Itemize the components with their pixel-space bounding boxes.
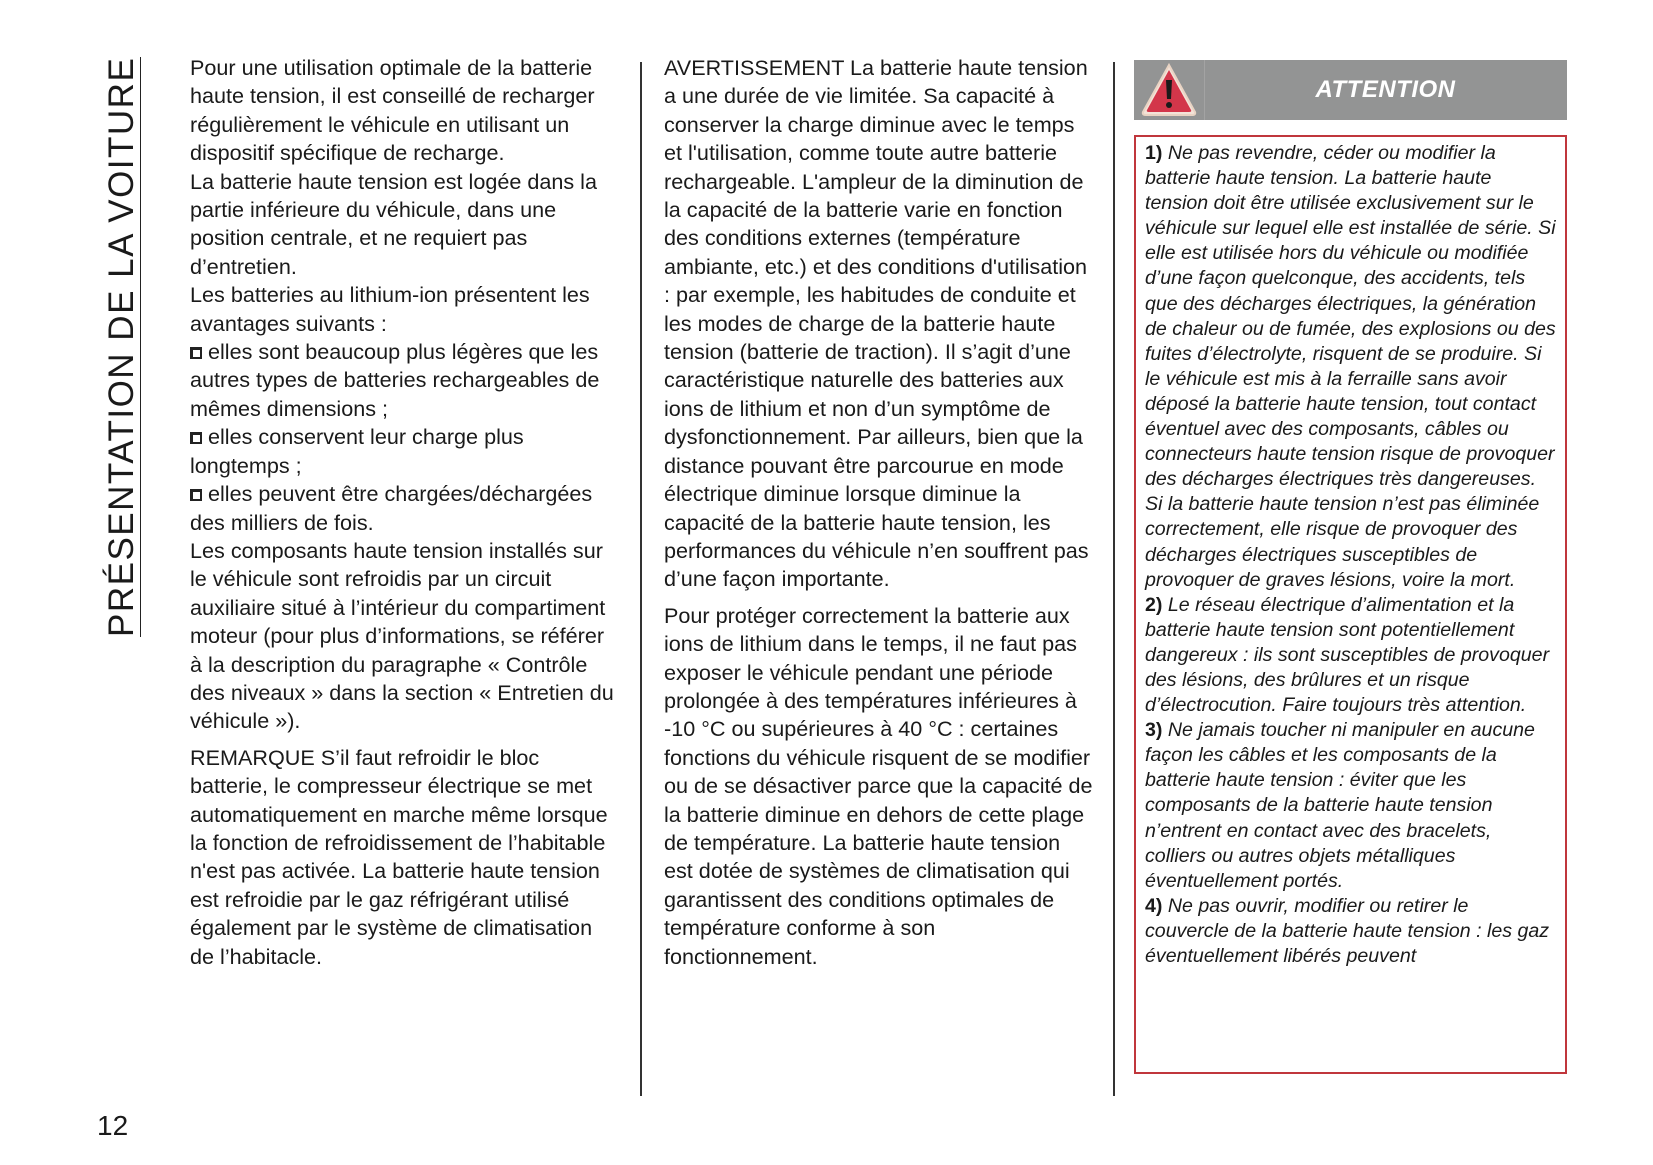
paragraph-cooling-circuit: Les composants haute tension installés sur le véhicule sont refroidis par un circuit auxiliaire situé à l’intérieur du compartiment moteur (pour plus d’informations, se référer à la description du paragraphe « Contrôle des niveaux » dans la section « Entretien du véhicule »). [190,537,614,734]
section-title-sidebar [100,57,141,637]
paragraph-battery-location: La batterie haute tension est logée dans la partie inférieure du véhicule, dans une position centrale, et ne requiert pas d’entretien. [190,168,597,279]
attention-header [1134,60,1567,120]
paragraph-warning: AVERTISSEMENT La batterie haute tension a une durée de vie limitée. Sa capacité à conserver la charge diminue avec le temps et l'utilisation, comme toute autre batterie rechargeable. L'ampleur de la diminution de la capacité de la batterie varie en fonction des conditions externes (température ambiante, etc.) et des conditions d'utilisation : par exemple, les habitudes de conduite et les modes de charge de la batterie haute tension (batterie de traction). Il s’agit d’une caractéristique naturelle des batteries aux ions de lithium et non d’un symptôme de dysfonctionnement. Par ailleurs, bien que la distance pouvant être parcourue en mode électrique diminue lorsque diminue la capacité de la batterie haute tension, les performances du véhicule n’en souffrent pas d’une façon importante. [664,55,1089,592]
list-item: elles sont beaucoup plus légères que les autres types de batteries rechargeables de mêmes dimensions ; [190,339,600,421]
square-bullet-icon [190,432,202,444]
paragraph-note: REMARQUE S’il faut refroidir le bloc batterie, le compresseur électrique se met automatiquement en marche même lorsque la fonction de refroidissement de l’habitable n'est pas activée. La batterie haute tension est refroidie par le gaz réfrigérant utilisé également par le système de climatisation de l’habitacle. [190,744,608,969]
paragraph-recharge: Pour une utilisation optimale de la batterie haute tension, il est conseillé de recharger régulièrement le véhicule en utilisant un dispositif spécifique de recharge. [190,55,595,166]
attention-item: 1) Ne pas revendre, céder ou modifier la batterie haute tension. La batterie haute tension doit être utilisée exclusivement sur le véhicule sur lequel elle est installée de série. Si elle est utilisée hors du véhicule ou modifiée d’une façon quelconque, des accidents, tels que des décharges électriques, la génération de chaleur ou de fumée, des explosions ou des fuites d’électrolyte, risquent de se produire. Si le véhicule est mis à la ferraille sans avoir déposé la batterie haute tension, tout contact éventuel avec des composants, câbles ou connecteurs haute tension risque de provoquer des décharges électriques très dangereuses. Si la batterie haute tension n’est pas éliminée correctement, elle risque de provoquer des décharges électriques susceptibles de provoquer de graves lésions, voire la mort. [1145,142,1556,591]
column-2 [664,54,1094,971]
list-item: elles peuvent être chargées/déchargées des milliers de fois. [190,481,593,535]
attention-item: 3) Ne jamais toucher ni manipuler en aucune façon les câbles et les composants de la batterie haute tension : éviter que les composants de la batterie haute tension n’entrent en contact avec des bracelets, colliers ou autres objets métalliques éventuellement portés. [1145,719,1535,892]
attention-label: ATTENTION [1315,76,1456,103]
list-item: elles conservent leur charge plus longtemps ; [190,424,524,478]
warning-triangle-icon [1140,62,1198,118]
section-title: PRÉSENTATION DE LA VOITURE [102,56,141,637]
page-number: 12 [97,1110,129,1141]
square-bullet-icon [190,489,202,501]
square-bullet-icon [190,347,202,359]
attention-item: 4) Ne pas ouvrir, modifier ou retirer le couvercle de la batterie haute tension : les gaz éventuellement libérés peuvent [1145,894,1550,967]
attention-item: 2) Le réseau électrique d’alimentation et la batterie haute tension sont potentiellement dangereux : ils sont susceptibles de provoquer des lésions, des brûlures et un risque d’électrocution. Faire toujours très attention. [1145,593,1550,717]
column-1 [190,54,620,971]
column-divider [1113,62,1115,1096]
column-divider [640,62,642,1096]
paragraph-protection: Pour protéger correctement la batterie aux ions de lithium dans le temps, il ne faut pas exposer le véhicule pendant une période prolongée à des températures inférieures à -10 °C ou supérieures à 40 °C : certaines fonctions du véhicule risquent de se modifier ou de se désactiver parce que la capacité de la batterie diminue en dehors de cette plage de température. La batterie haute tension est dotée de systèmes de climatisation qui garantissent des conditions optimales de température conforme à son fonctionnement. [664,602,1093,969]
attention-box [1134,135,1567,1074]
paragraph-advantages-intro: Les batteries au lithium-ion présentent les avantages suivants : [190,282,590,336]
